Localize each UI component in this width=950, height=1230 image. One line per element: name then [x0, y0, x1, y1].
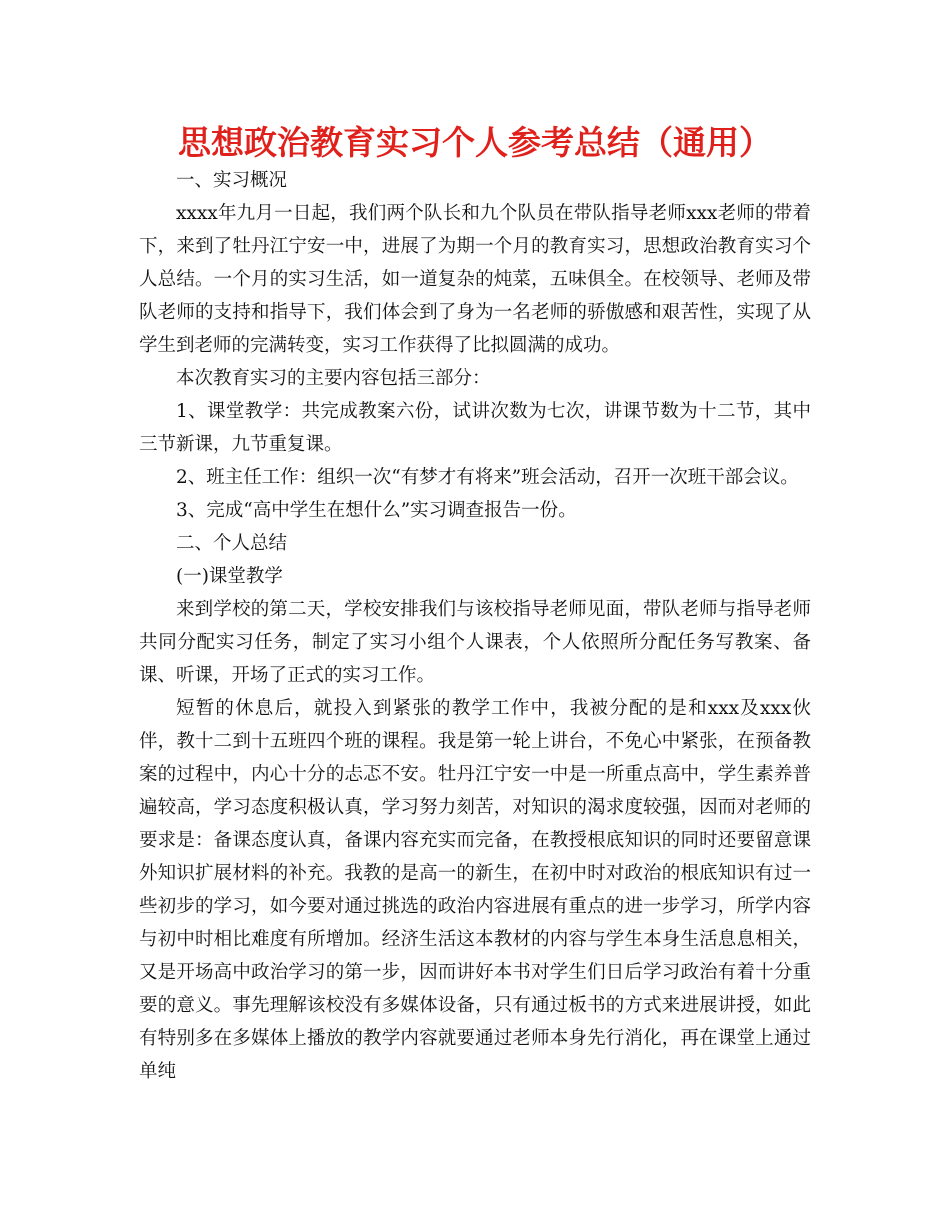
- paragraph: 2、班主任工作：组织一次“有梦才有将来”班会活动，召开一次班干部会议。: [176, 467, 799, 488]
- paragraph: 本次教育实习的主要内容包括三部分：: [176, 368, 491, 389]
- paragraph: 来到学校的第二天，学校安排我们与该校指导老师见面，带队老师与指导老师共同分配实习任务，制定了实习小组个人课表，个人依照所分配任务写教案、备课、听课，开场了正式的实习工作。: [139, 599, 811, 686]
- paragraph: 3、完成“高中学生在想什么”实习调查报告一份。: [176, 500, 577, 521]
- subsection-heading: (一)课堂教学: [176, 566, 283, 587]
- document-body: [139, 164, 811, 1088]
- paragraph: xxxx年九月一日起，我们两个队长和九个队员在带队指导老师xxx老师的带着下，来到了牡丹江宁安一中，进展了为期一个月的教育实习，思想政治教育实习个人总结。一个月的实习生活，如一道复杂的炖菜，五味俱全。在校领导、老师及带队老师的支持和指导下，我们体会到了身为一名老师的骄傲感和艰苦性，实现了从学生到老师的完满转变，实习工作获得了比拟圆满的成功。: [139, 203, 811, 356]
- paragraph: 1、课堂教学：共完成教案六份，试讲次数为七次，讲课节数为十二节，其中三节新课，九节重复课。: [139, 401, 811, 455]
- document-title: 思想政治教育实习个人参考总结（通用）: [178, 123, 772, 162]
- paragraph: 短暂的休息后，就投入到紧张的教学工作中，我被分配的是和xxx及xxx伙伴，教十二到十五班四个班的课程。我是第一轮上讲台，不免心中紧张，在预备教案的过程中，内心十分的忐忑不安。牡丹江宁安一中是一所重点高中，学生素养普遍较高，学习态度积极认真，学习努力刻苦，对知识的渴求度较强，因而对老师的要求是：备课态度认真，备课内容充实而完备，在教授根底知识的同时还要留意课外知识扩展材料的补充。我教的是高一的新生，在初中时对政治的根底知识有过一些初步的学习，如今要对通过挑选的政治内容进展有重点的进一步学习，所学内容与初中时相比难度有所增加。经济生活这本教材的内容与学生本身生活息息相关，又是开场高中政治学习的第一步，因而讲好本书对学生们日后学习政治有着十分重要的意义。事先理解该校没有多媒体设备，只有通过板书的方式来进展讲授，如此有特别多在多媒体上播放的教学内容就要通过老师本身先行消化，再在课堂上通过单纯: [139, 698, 811, 1082]
- section-heading: 二、个人总结: [176, 533, 288, 554]
- section-heading: 一、实习概况: [176, 170, 288, 191]
